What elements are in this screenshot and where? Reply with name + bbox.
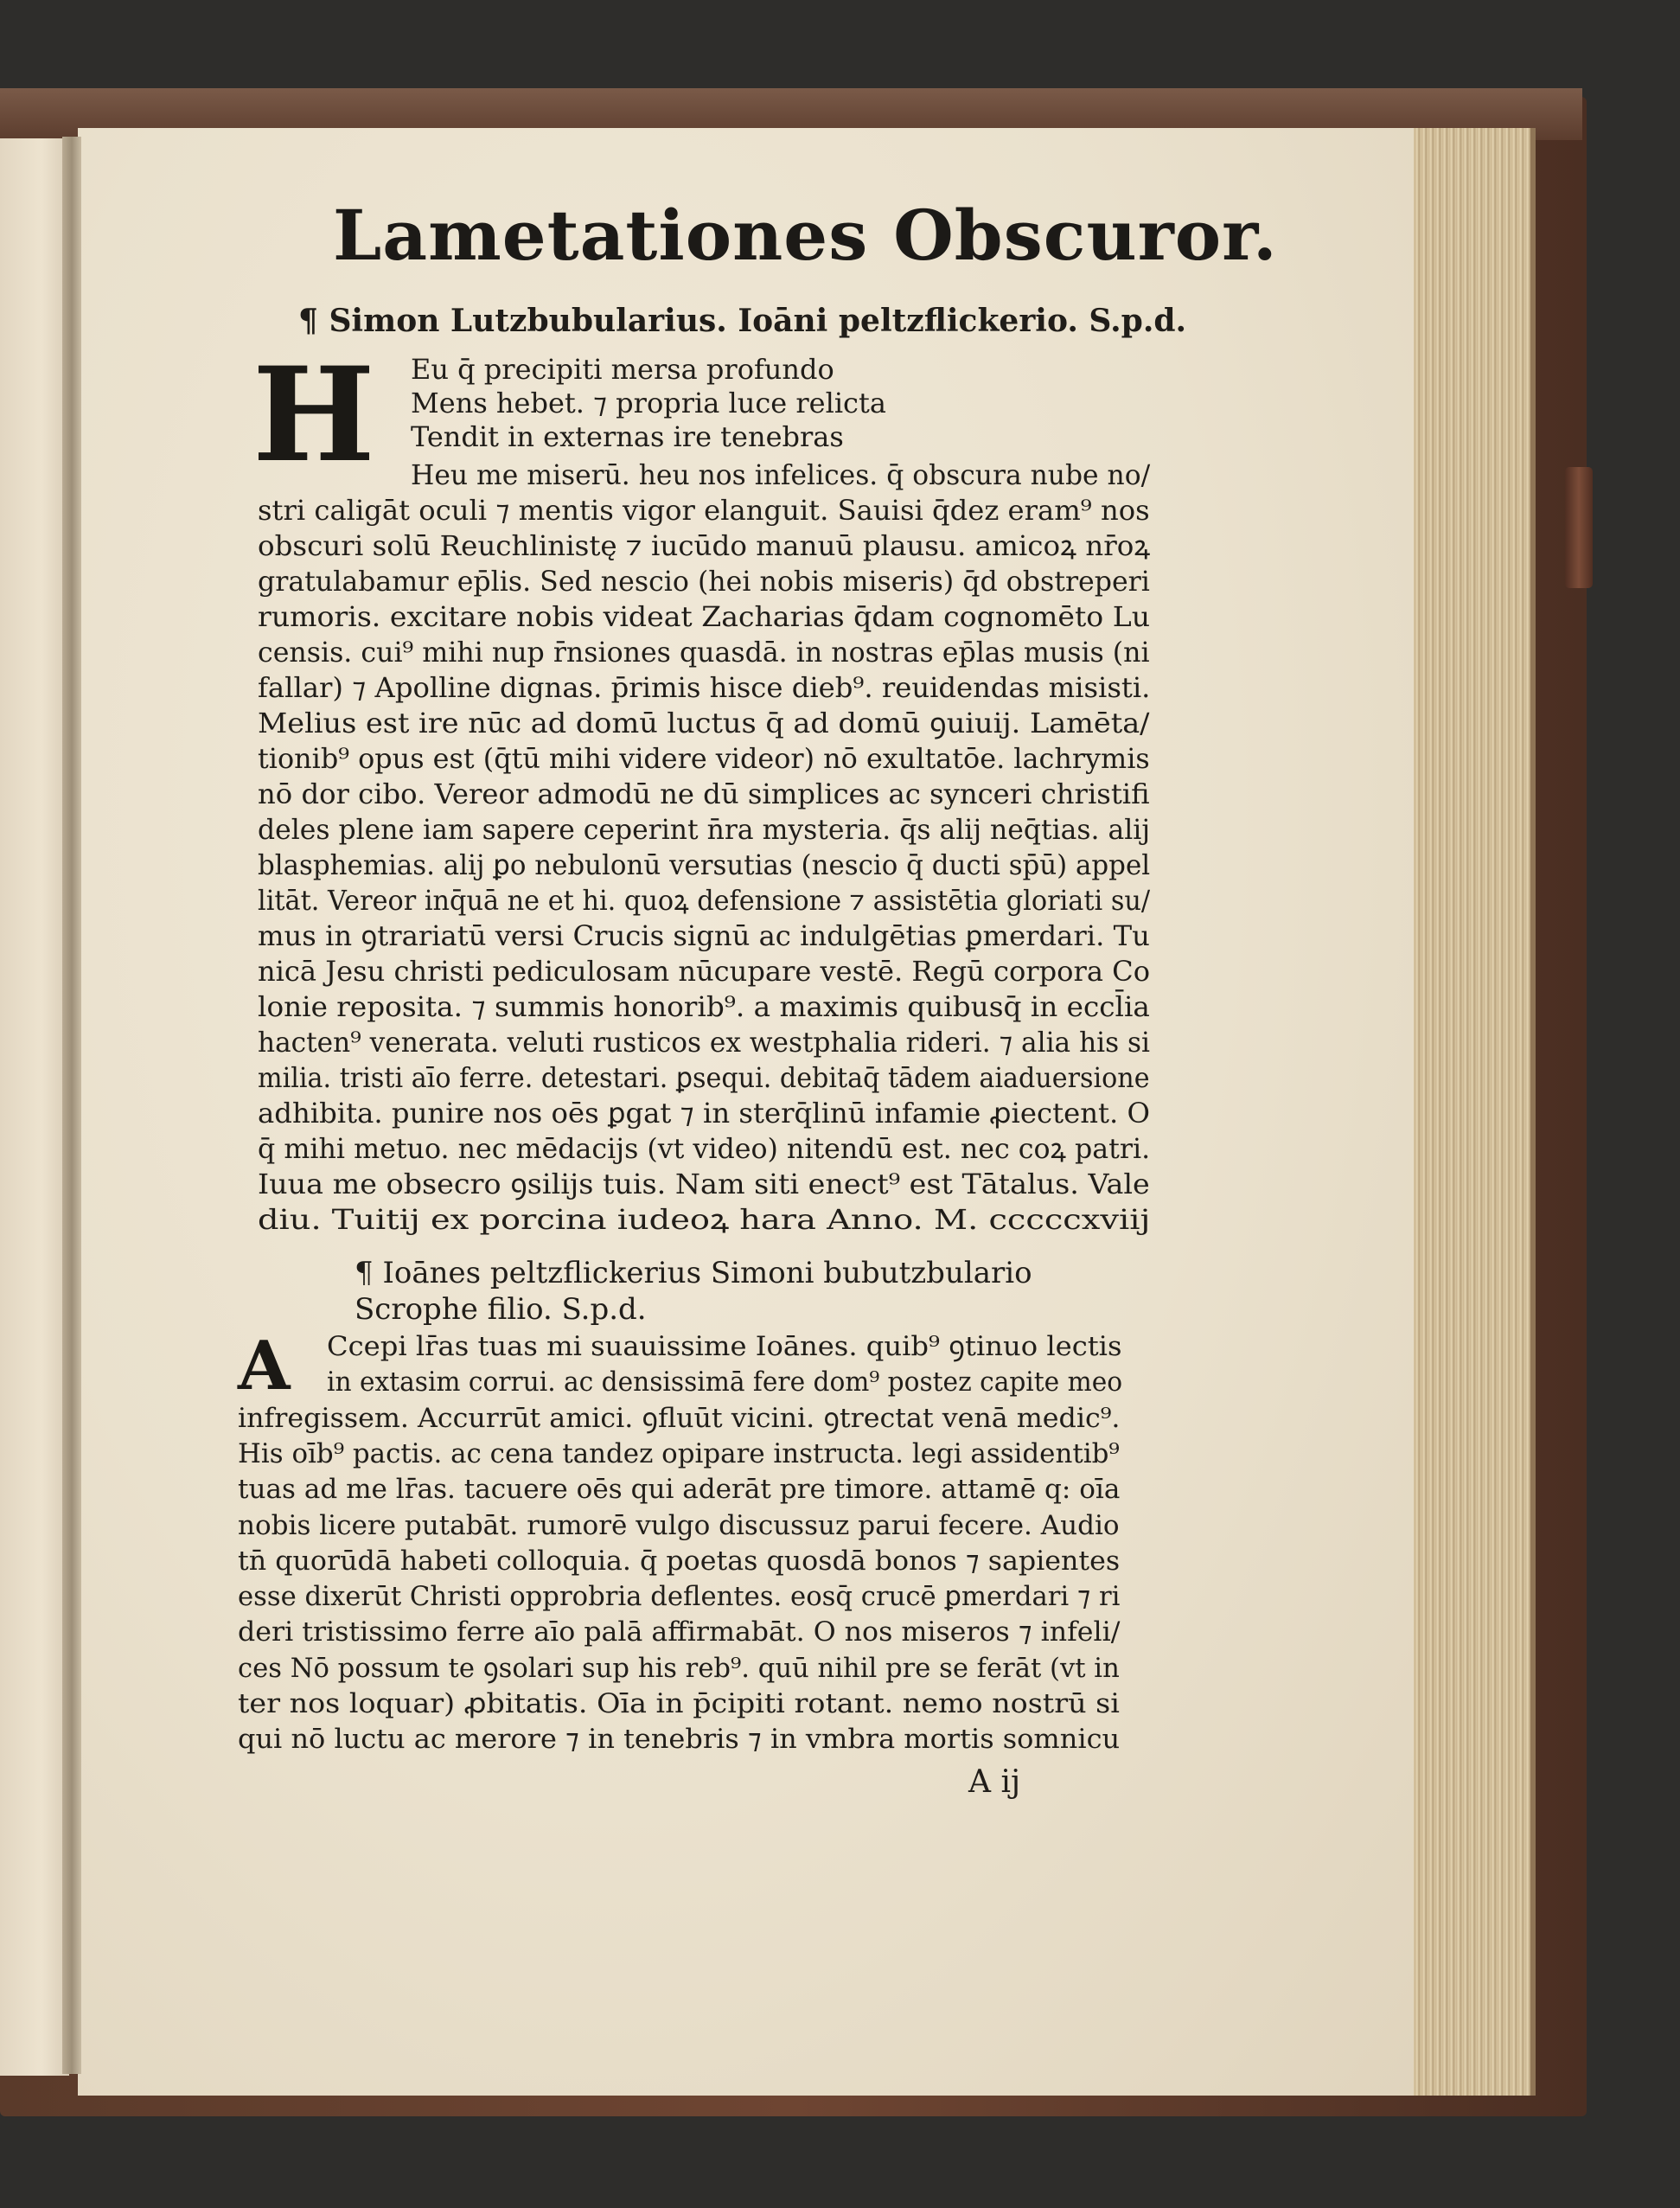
text-line: Melius est ire nūc ad domū luctus q̄ ad domū ꝯuiuij. Lamēta/ [258,707,1150,739]
text-line: qui nō luctu ac merore ⁊ in tenebris ⁊ in vmbra mortis somnicu [238,1724,1121,1756]
text-line: nō dor cibo. Vereor admodū ne dū simplices ac synceri christifi [258,778,1150,810]
text-line: deles plene iam sapere ceperint n̄ra mysteria. q̄s alij neq̄tias. alij [258,813,1151,846]
text-line: diu. Tuitij ex porcina iudeoꝝ hara Anno. M. cccccxviij [258,1203,1151,1236]
text-line: deri tristissimo ferre aīo palā affirmabāt. O nos miseros ⁊ infeli/ [238,1616,1121,1648]
gutter [62,137,81,2074]
text-line: ces Nō possum te ꝯsolari sup his reb⁹. quū nihil pre se ferāt (vt in [238,1652,1120,1684]
page-edges [1401,128,1536,2096]
text-line: q̄ mihi metuo. nec mēdacijs (vt video) nitendū est. nec coꝝ patri. [258,1132,1151,1165]
text-line: Mens hebet. ⁊ propria luce relicta [411,387,886,419]
text-line: Iuua me obsecro ꝯsilijs tuis. Nam siti enect⁹ est Tātalus. Vale [258,1168,1150,1200]
text-line: esse dixerūt Christi opprobria deflentes. eosq̄ crucē ꝑmerdari ⁊ ri [238,1581,1121,1613]
text-line: lonie reposita. ⁊ summis honorib⁹. a maximis quibusq̄ in eccl̄ia [258,990,1150,1023]
heading-letter-2b: Scrophe filio. S.p.d. [355,1292,647,1327]
text-line: Tendit in externas ire tenebras [411,420,844,453]
text-line: fallar) ⁊ Apolline dignas. p̄rimis hisce dieb⁹. reuidendas misisti. [258,671,1151,704]
text-line: His oīb⁹ pactis. ac cena tandez opipare instructa. legi assidentib⁹ [238,1437,1120,1469]
clasp-strap [1565,467,1593,588]
left-page [0,138,69,2076]
text-line: infregissem. Accurrūt amici. ꝯfluūt vicini. ꝯtrectat venā medic⁹. [238,1402,1121,1434]
drop-capital-a: A [238,1327,291,1405]
text-line: Eu q̄ precipiti mersa profundo [411,353,834,386]
text-line: ter nos loquar) ꝓbitatis. Oīa in p̄cipiti rotant. nemo nostrū si [238,1688,1120,1719]
heading-letter-2a: ¶ Ioānes peltzflickerius Simoni bubutzbulario [355,1256,1032,1290]
text-line: nobis licere putabāt. rumorē vulgo discussuz parui fecere. Audio [238,1509,1120,1541]
text-line: Ccepi lr̄as tuas mi suauissime Ioānes. quib⁹ ꝯtinuo lectis [327,1331,1122,1362]
text-line: obscuri solū Reuchlinistę ⁊ iucūdo manuū plausu. amicoꝝ nr̄oꝝ [258,529,1151,562]
text-line: gratulabamur ep̄lis. Sed nescio (hei nobis miseris) q̄d obstreperi [258,565,1150,598]
text-line: hacten⁹ venerata. veluti rusticos ex westphalia rideri. ⁊ alia his si [258,1026,1151,1059]
text-line: litāt. Vereor inq̄uā ne et hi. quoꝝ defensione ⁊ assistētia gloriati su/ [258,884,1151,917]
text-line: rumoris. excitare nobis videat Zacharias q̄dam cognomēto Lu [258,600,1150,633]
text-line: tionib⁹ opus est (q̄tū mihi videre videor) nō exultatōe. lachrymis [258,742,1150,775]
text-line: adhibita. punire nos oēs ꝑgat ⁊ in sterq̄linū infamie ꝓiectent. O [258,1097,1151,1130]
text-line: Heu me miserū. heu nos infelices. q̄ obscura nube no/ [411,458,1151,491]
text-line: nicā Jesu christi pediculosam nūcupare vestē. Regū corpora Co [258,955,1151,988]
text-line: blasphemias. alij ꝑo nebulonū versutias (nescio q̄ ducti sp̄ū) appel [258,848,1151,881]
text-line: mus in ꝯtrariatū versi Crucis signū ac indulgētias ꝑmerdari. Tu [258,919,1150,952]
text-line: tuas ad me lr̄as. tacuere oēs qui aderāt pre timore. attamē q: oīa [238,1474,1121,1506]
text-line: in extasim corrui. ac densissimā fere dom⁹ postez capite meo [327,1366,1123,1398]
text-line: tn̄ quorūdā habeti colloquia. q̄ poetas quosdā bonos ⁊ sapientes [238,1545,1121,1577]
text-line: censis. cui⁹ mihi nup r̄nsiones quasdā. in nostras ep̄las musis (ni [258,636,1150,669]
signature-mark: A ij [968,1764,1021,1800]
text-line: stri caligāt oculi ⁊ mentis vigor elanguit. Sauisi q̄dez eram⁹ nos [258,494,1150,527]
text-line: milia. tristi aīo ferre. detestari. ꝑsequi. debitaq̄ tādem aiaduersione [258,1061,1150,1094]
running-title: Lametationes Obscuror. [333,195,1278,276]
drop-capital-h: H [252,339,375,491]
heading-letter-1: ¶ Simon Lutzbubularius. Ioāni peltzflickerio. S.p.d. [298,303,1187,339]
